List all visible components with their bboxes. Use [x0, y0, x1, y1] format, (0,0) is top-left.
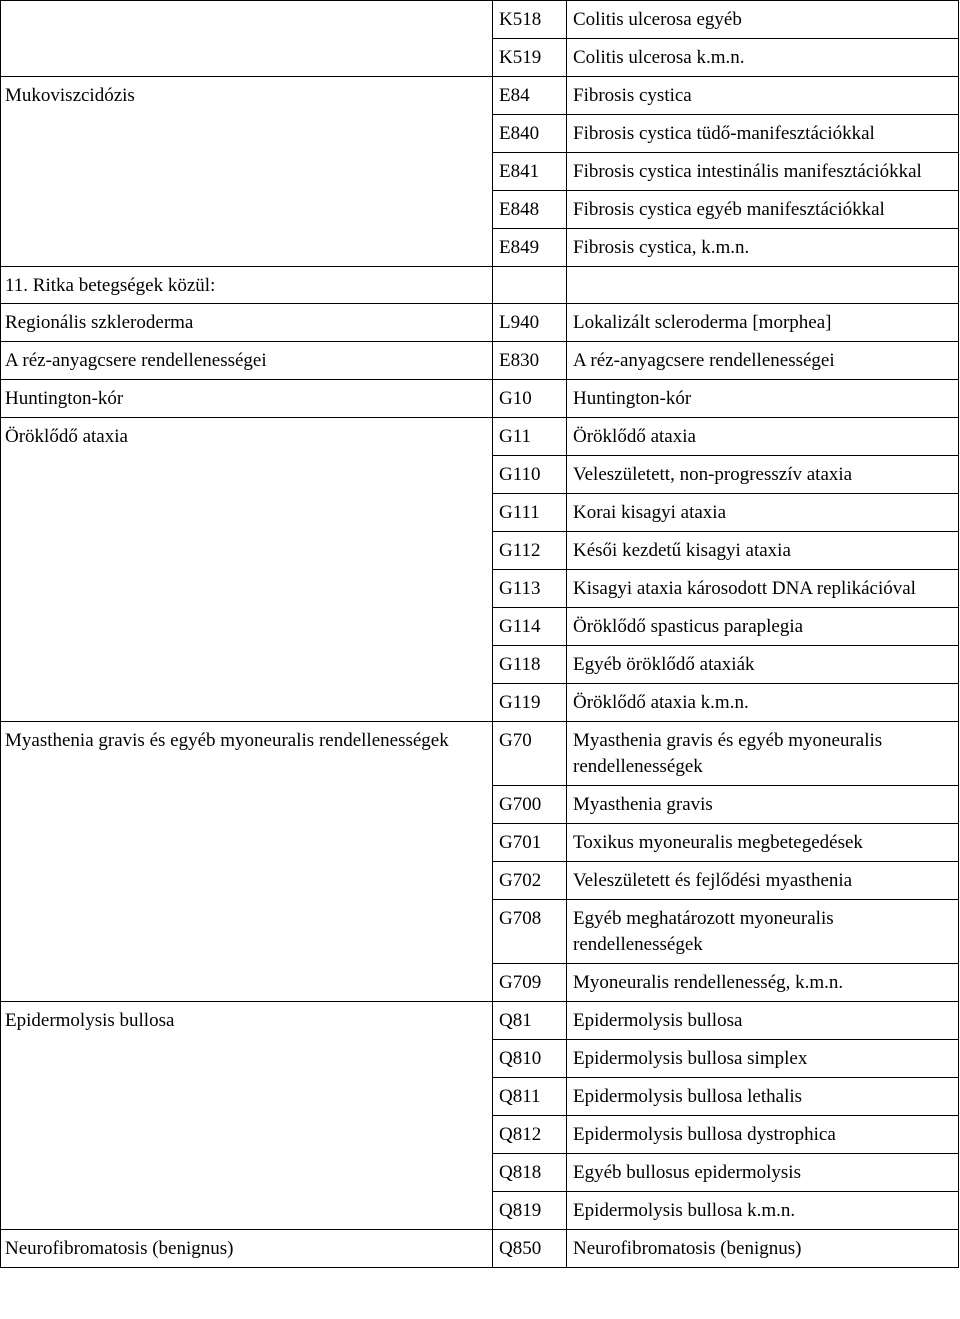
icd-code-cell: G709: [493, 964, 567, 1002]
code-description-cell: Epidermolysis bullosa dystrophica: [567, 1116, 959, 1154]
icd-code-cell: E84: [493, 77, 567, 115]
code-description-cell: Egyéb öröklődő ataxiák: [567, 646, 959, 684]
table-row: [1, 191, 959, 229]
table-row: [1, 1192, 959, 1230]
table-row: [1, 824, 959, 862]
disease-name-cell: Huntington-kór: [1, 380, 493, 418]
disease-name-cell: [1, 862, 493, 900]
icd-code-cell: G70: [493, 722, 567, 786]
code-description-cell: Colitis ulcerosa egyéb: [567, 1, 959, 39]
table-row: [1, 39, 959, 77]
table-row: [1, 304, 959, 342]
table-row: [1, 1078, 959, 1116]
disease-name-cell: [1, 608, 493, 646]
table-row: [1, 229, 959, 267]
code-description-cell: Kisagyi ataxia károsodott DNA replikációval: [567, 570, 959, 608]
table-row: [1, 1040, 959, 1078]
disease-name-cell: [1, 824, 493, 862]
disease-name-cell: Neurofibromatosis (benignus): [1, 1230, 493, 1268]
disease-name-cell: [1, 153, 493, 191]
table-row: [1, 1002, 959, 1040]
code-description-cell: Egyéb bullosus epidermolysis: [567, 1154, 959, 1192]
icd-code-cell: G114: [493, 608, 567, 646]
disease-name-cell: A réz-anyagcsere rendellenességei: [1, 342, 493, 380]
code-description-cell: Késői kezdetű kisagyi ataxia: [567, 532, 959, 570]
disease-name-cell: [1, 1040, 493, 1078]
table-row: [1, 722, 959, 786]
code-description-cell: Epidermolysis bullosa simplex: [567, 1040, 959, 1078]
disease-name-cell: Öröklődő ataxia: [1, 418, 493, 456]
icd-code-cell: G119: [493, 684, 567, 722]
icd-code-cell: K519: [493, 39, 567, 77]
table-row: [1, 115, 959, 153]
disease-name-cell: [1, 1192, 493, 1230]
table-row: [1, 1230, 959, 1268]
code-description-cell: Huntington-kór: [567, 380, 959, 418]
icd-code-cell: Q81: [493, 1002, 567, 1040]
table-row: [1, 646, 959, 684]
disease-name-cell: [1, 964, 493, 1002]
table-row: [1, 153, 959, 191]
icd-code-cell: G701: [493, 824, 567, 862]
disease-name-cell: Regionális szkleroderma: [1, 304, 493, 342]
icd-code-cell: L940: [493, 304, 567, 342]
disease-name-cell: Mukoviszcidózis: [1, 77, 493, 115]
icd-code-cell: Q850: [493, 1230, 567, 1268]
icd-code-cell: K518: [493, 1, 567, 39]
disease-name-cell: [1, 115, 493, 153]
icd-code-cell: E840: [493, 115, 567, 153]
code-description-cell: Veleszületett és fejlődési myasthenia: [567, 862, 959, 900]
icd-code-cell: G111: [493, 494, 567, 532]
icd-code-cell: G112: [493, 532, 567, 570]
code-description-cell: A réz-anyagcsere rendellenességei: [567, 342, 959, 380]
code-description-cell: Fibrosis cystica, k.m.n.: [567, 229, 959, 267]
table-row: [1, 494, 959, 532]
code-description-cell: Epidermolysis bullosa k.m.n.: [567, 1192, 959, 1230]
disease-name-cell: [1, 900, 493, 964]
icd-code-cell: Q819: [493, 1192, 567, 1230]
section-row: [1, 267, 959, 304]
disease-name-cell: Epidermolysis bullosa: [1, 1002, 493, 1040]
table-row: [1, 900, 959, 964]
table-row: [1, 570, 959, 608]
disease-name-cell: [1, 1154, 493, 1192]
icd-code-cell: E849: [493, 229, 567, 267]
table-row: [1, 77, 959, 115]
code-description-cell: Öröklődő spasticus paraplegia: [567, 608, 959, 646]
icd-code-cell: E848: [493, 191, 567, 229]
icd-code-cell: G11: [493, 418, 567, 456]
icd-code-cell: G10: [493, 380, 567, 418]
table-row: [1, 1154, 959, 1192]
icd-code-cell: G700: [493, 786, 567, 824]
table-row: [1, 964, 959, 1002]
disease-name-cell: [1, 646, 493, 684]
disease-name-cell: [1, 456, 493, 494]
disease-name-cell: Myasthenia gravis és egyéb myoneuralis rendellenességek: [1, 722, 493, 786]
table-row: [1, 608, 959, 646]
icd-code-cell: G702: [493, 862, 567, 900]
disease-name-cell: [1, 229, 493, 267]
disease-name-cell: [1, 786, 493, 824]
table-row: [1, 786, 959, 824]
table-row: [1, 1116, 959, 1154]
icd-code-cell: G113: [493, 570, 567, 608]
code-description-cell: Myoneuralis rendellenesség, k.m.n.: [567, 964, 959, 1002]
code-description-cell: Fibrosis cystica egyéb manifesztációkkal: [567, 191, 959, 229]
section-heading: 11. Ritka betegségek közül:: [1, 267, 493, 304]
table-row: [1, 862, 959, 900]
code-description-cell: Korai kisagyi ataxia: [567, 494, 959, 532]
disease-name-cell: [1, 494, 493, 532]
table-row: [1, 684, 959, 722]
table-body: [1, 1, 959, 1268]
icd-code-cell: G118: [493, 646, 567, 684]
code-description-cell: Neurofibromatosis (benignus): [567, 1230, 959, 1268]
code-description-cell: Öröklődő ataxia: [567, 418, 959, 456]
icd-code-cell: Q810: [493, 1040, 567, 1078]
table-row: [1, 1, 959, 39]
code-description-cell: Epidermolysis bullosa lethalis: [567, 1078, 959, 1116]
disease-name-cell: [1, 1078, 493, 1116]
code-description-cell: Epidermolysis bullosa: [567, 1002, 959, 1040]
code-description-cell: Veleszületett, non-progresszív ataxia: [567, 456, 959, 494]
disease-name-cell: [1, 532, 493, 570]
icd-code-cell: Q818: [493, 1154, 567, 1192]
code-description-cell: Fibrosis cystica intestinális manifesztációkkal: [567, 153, 959, 191]
code-description-cell: Myasthenia gravis és egyéb myoneuralis rendellenességek: [567, 722, 959, 786]
code-description-cell: Fibrosis cystica tüdő-manifesztációkkal: [567, 115, 959, 153]
icd-code-cell: G110: [493, 456, 567, 494]
table-row: [1, 456, 959, 494]
table-row: [1, 532, 959, 570]
table-row: [1, 380, 959, 418]
code-description-cell: Öröklődő ataxia k.m.n.: [567, 684, 959, 722]
table-row: [1, 418, 959, 456]
icd-code-cell: G708: [493, 900, 567, 964]
disease-name-cell: [1, 39, 493, 77]
code-description-cell: Lokalizált scleroderma [morphea]: [567, 304, 959, 342]
disease-name-cell: [1, 191, 493, 229]
icd-code-cell: Q811: [493, 1078, 567, 1116]
icd-code-cell: [493, 267, 567, 304]
disease-name-cell: [1, 1, 493, 39]
disease-name-cell: [1, 1116, 493, 1154]
icd-code-cell: E841: [493, 153, 567, 191]
disease-name-cell: [1, 570, 493, 608]
code-description-cell: Myasthenia gravis: [567, 786, 959, 824]
icd-code-cell: Q812: [493, 1116, 567, 1154]
code-description-cell: [567, 267, 959, 304]
code-description-cell: Toxikus myoneuralis megbetegedések: [567, 824, 959, 862]
table-row: [1, 342, 959, 380]
code-description-cell: Colitis ulcerosa k.m.n.: [567, 39, 959, 77]
icd-code-cell: E830: [493, 342, 567, 380]
disease-name-cell: [1, 684, 493, 722]
code-description-cell: Fibrosis cystica: [567, 77, 959, 115]
code-description-cell: Egyéb meghatározott myoneuralis rendellenességek: [567, 900, 959, 964]
